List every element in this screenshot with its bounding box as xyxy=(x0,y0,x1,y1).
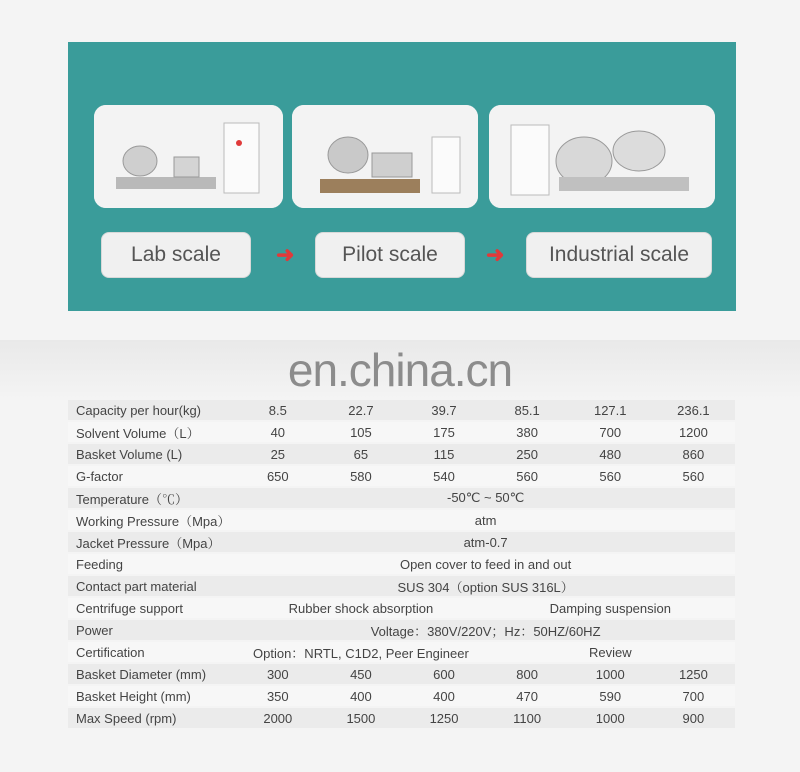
row-label: Power xyxy=(68,620,236,640)
table-cell: 600 xyxy=(402,664,485,684)
lab-scale-button[interactable]: Lab scale xyxy=(101,232,251,278)
table-cell: 22.7 xyxy=(319,400,402,420)
row-label: Basket Diameter (mm) xyxy=(68,664,236,684)
arrow-right-icon: ➜ xyxy=(486,242,505,267)
table-row xyxy=(68,532,735,552)
table-cell: 175 xyxy=(402,422,485,442)
table-cell: 450 xyxy=(319,664,402,684)
row-label: Certification xyxy=(68,642,236,662)
table-cell: Damping suspension xyxy=(486,598,735,618)
table-cell: 400 xyxy=(402,686,485,706)
table-cell: 65 xyxy=(319,444,402,464)
table-cell: 25 xyxy=(236,444,319,464)
table-cell: 105 xyxy=(319,422,402,442)
table-cell: 85.1 xyxy=(486,400,569,420)
table-cell: Option：NRTL, C1D2, Peer Engineer xyxy=(236,642,485,662)
table-cell: 650 xyxy=(236,466,319,486)
table-cell: 700 xyxy=(652,686,735,706)
table-cell: 1250 xyxy=(652,664,735,684)
table-cell: 560 xyxy=(486,466,569,486)
table-cell: 470 xyxy=(486,686,569,706)
row-label: G-factor xyxy=(68,466,236,486)
table-cell: Voltage：380V/220V；Hz：50HZ/60HZ xyxy=(236,620,735,640)
row-label: Working Pressure（Mpa） xyxy=(68,510,236,530)
scale-banner xyxy=(68,42,736,311)
table-cell: 2000 xyxy=(236,708,319,728)
table-row xyxy=(68,598,735,618)
table-cell: 8.5 xyxy=(236,400,319,420)
row-label: Max Speed (rpm) xyxy=(68,708,236,728)
table-cell: -50℃ ~ 50℃ xyxy=(236,488,735,508)
table-row xyxy=(68,642,735,662)
table-row xyxy=(68,444,735,464)
spec-table xyxy=(68,398,735,730)
table-cell: 1000 xyxy=(569,708,652,728)
table-cell: 590 xyxy=(569,686,652,706)
table-cell: 860 xyxy=(652,444,735,464)
table-cell: Rubber shock absorption xyxy=(236,598,485,618)
row-label: Feeding xyxy=(68,554,236,574)
table-cell: 127.1 xyxy=(569,400,652,420)
table-cell: 300 xyxy=(236,664,319,684)
table-cell: 380 xyxy=(486,422,569,442)
row-label: Jacket Pressure（Mpa） xyxy=(68,532,236,552)
table-cell: 250 xyxy=(486,444,569,464)
table-cell: 900 xyxy=(652,708,735,728)
industrial-scale-photo xyxy=(489,105,715,208)
table-cell: Review xyxy=(486,642,735,662)
table-cell: 580 xyxy=(319,466,402,486)
arrow-right-icon: ➜ xyxy=(276,242,295,267)
table-cell: 560 xyxy=(652,466,735,486)
table-cell: 700 xyxy=(569,422,652,442)
row-label: Solvent Volume（L） xyxy=(68,422,236,442)
table-cell: 1000 xyxy=(569,664,652,684)
table-cell: 1200 xyxy=(652,422,735,442)
table-row xyxy=(68,554,735,574)
table-cell: atm xyxy=(236,510,735,530)
table-row xyxy=(68,466,735,486)
table-cell: 1250 xyxy=(402,708,485,728)
table-cell: 40 xyxy=(236,422,319,442)
row-label: Temperature（℃） xyxy=(68,488,236,508)
lab-scale-photo xyxy=(94,105,283,208)
pilot-scale-button[interactable]: Pilot scale xyxy=(315,232,465,278)
table-row xyxy=(68,576,735,596)
table-cell: 39.7 xyxy=(402,400,485,420)
table-cell: Open cover to feed in and out xyxy=(236,554,735,574)
table-cell: 560 xyxy=(569,466,652,486)
row-label: Centrifuge support xyxy=(68,598,236,618)
table-row xyxy=(68,620,735,640)
row-label: Capacity per hour(kg) xyxy=(68,400,236,420)
table-row xyxy=(68,400,735,420)
row-label: Basket Height (mm) xyxy=(68,686,236,706)
table-cell: 115 xyxy=(402,444,485,464)
table-row xyxy=(68,488,735,508)
industrial-scale-button[interactable]: Industrial scale xyxy=(526,232,712,278)
table-cell: SUS 304（option SUS 316L） xyxy=(236,576,735,596)
table-cell: 350 xyxy=(236,686,319,706)
table-row xyxy=(68,686,735,706)
table-cell: 540 xyxy=(402,466,485,486)
table-row xyxy=(68,422,735,442)
table-cell: 480 xyxy=(569,444,652,464)
table-cell: 800 xyxy=(486,664,569,684)
table-cell: 400 xyxy=(319,686,402,706)
pilot-scale-photo xyxy=(292,105,478,208)
watermark: en.china.cn xyxy=(287,344,513,396)
table-cell: 236.1 xyxy=(652,400,735,420)
table-cell: 1500 xyxy=(319,708,402,728)
table-cell: 1100 xyxy=(486,708,569,728)
row-label: Basket Volume (L) xyxy=(68,444,236,464)
table-row xyxy=(68,664,735,684)
table-row xyxy=(68,510,735,530)
table-cell: atm-0.7 xyxy=(236,532,735,552)
table-row xyxy=(68,708,735,728)
row-label: Contact part material xyxy=(68,576,236,596)
